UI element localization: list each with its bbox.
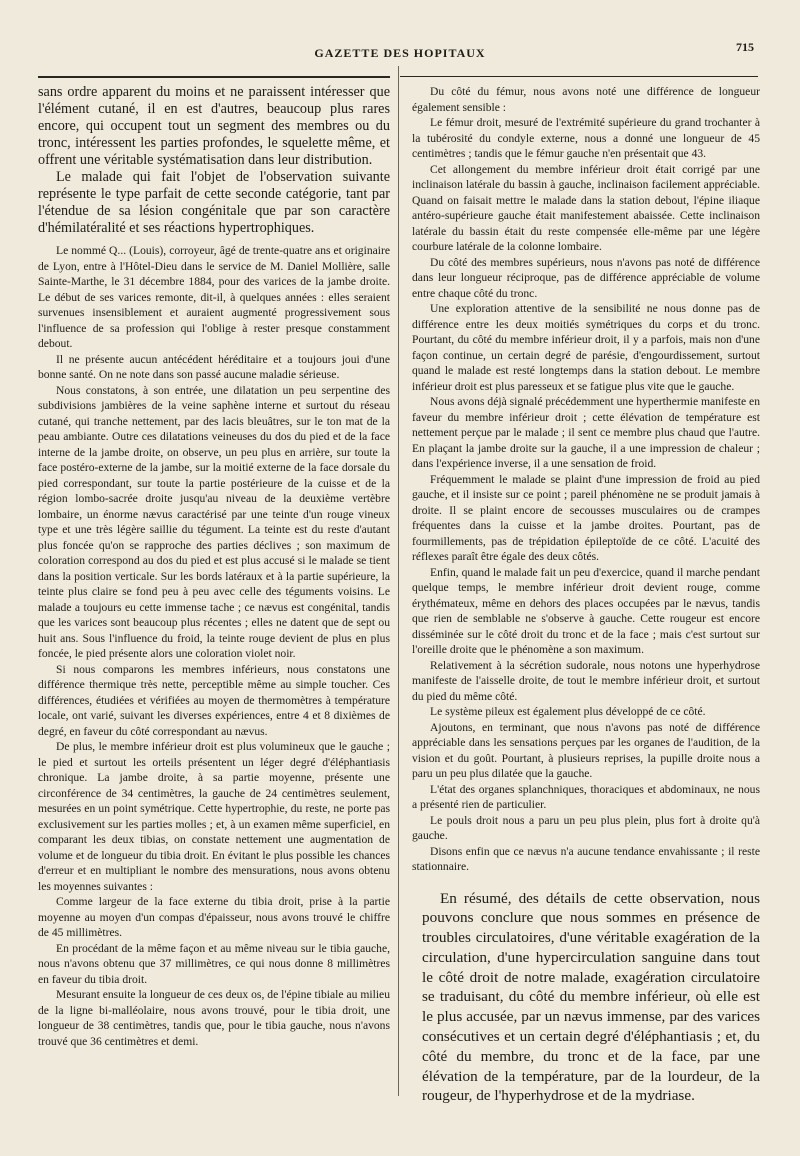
observation-paragraph: Du côté des membres supérieurs, nous n'avons pas noté de différence dans leur longueur réciproque, pas de différence appréciable de volume entre chaque côté du tronc. <box>412 255 760 300</box>
observation-paragraph: Ajoutons, en terminant, que nous n'avons pas noté de différence appréciable dans les sensations perçues par les organes de l'audition, de la vision et du goût. Pourtant, à plusieurs reprises, la pupille droite nous a paru un peu plus dilatée que la gauche. <box>412 720 760 780</box>
observation-paragraph: Comme largeur de la face externe du tibia droit, prise à la partie moyenne au moyen d'un compas d'épaisseur, nous avons trouvé le chiffre de 45 millimètres. <box>38 895 390 939</box>
observation-paragraph: Le système pileux est également plus développé de ce côté. <box>430 705 706 718</box>
observation-paragraph: Fréquemment le malade se plaint d'une impression de froid au pied gauche, et il insiste sur ce point ; pareil phénomène ne se produit jamais à droite. Il se plaint encore de secousses musculaires ou de crampes fréquentes dans la cuisse et la jambe droites. Pourtant, pas de fourmillements, pas de trépidation épileptoïde de ce côté. L'acuité des réflexes paraît être égale des deux côtés. <box>412 472 760 563</box>
running-title: GAZETTE DES HOPITAUX <box>314 46 486 60</box>
observation-paragraph: Le nommé Q... (Louis), corroyeur, âgé de trente-quatre ans et originaire de Lyon, entre à l'Hôtel-Dieu dans le service de M. Daniel Mollière, salle Sainte-Marthe, le 31 décembre 1884, pour des varices de la jambe droite. Le début de ses varices remonte, dit-il, à quelques années : elles seraient survenues insensiblement et auraient augmenté progressivement sous l'influence de sa profession qui l'oblige à rester presque constamment debout. <box>38 244 390 350</box>
observation-paragraph: Nous constatons, à son entrée, une dilatation un peu serpentine des subdivisions jambières de la veine saphène interne et surtout du réseau cutané, qui tranche nettement, par des lacis bleuâtres, sur le ton mat de la peau ambiante. Outre ces dilatations veineuses du dos du pied et de la face interne de la jambe droite, on observe, un peu plus en arrière, sur toute la face postéro-externe de la jambe, sur la moitié externe de la face dorsale du pied correspondant, sur toute la partie postérieure de la cuisse et de la région lombo-sacrée droite jusqu'au niveau de la deuxième vertèbre lombaire, un énorme nævus caractérisé par une teinte d'un rouge vineux type et une très légère saillie du tégument. La teinte est du reste d'autant plus foncée qu'on se rapproche des parties déclives ; son maximum de coloration correspond au dos du pied et est plus accusé si le malade se tient dans la position verticale. Sur les bords latéraux et à la partie supérieure, la teinte plus claire se fond peu à peu avec celle des téguments voisins. Le malade a toujours eu cette immense tache ; ce nævus est congénital, tandis que les varices sont beaucoup plus récentes ; elles ne datent que de sept ou huit ans. Sous l'influence du froid, la teinte rouge devient de plus en plus foncée, le pied présente alors une coloration violet noir. <box>38 383 390 660</box>
intro-paragraph: Le malade qui fait l'objet de l'observation suivante représente le type parfait de cette seconde catégorie, tant par l'étendue de sa lésion congénitale que par son caractère d'hémilatéralité et ses réactions hypertrophiques. <box>38 169 390 236</box>
observation-paragraph: Le fémur droit, mesuré de l'extrémité supérieure du grand trochanter à la tubérosité du condyle externe, nous a donné une longueur de 45 centimètres ; tandis que le fémur gauche n'en présentait que 43. <box>412 116 760 160</box>
conclusion-paragraph: En résumé, des détails de cette observation, nous pouvons conclure que nous sommes en présence de troubles circulatoires, d'une véritable exagération de la circulation, d'une hypercirculation sanguine dans tout le côté droit de notre malade, exagération circulatoire se traduisant, du côté du membre inférieur, où elle est le plus accusée, par un nævus immense, par des varices consécutives et un certain degré d'éléphantiasis ; et, du côté du membre, du tronc et de la face, par une élévation de la température, par de la lourdeur, de la rougeur, de l'hyperhydrose et de la mydriase. <box>422 889 760 1105</box>
observation-paragraph: Il ne présente aucun antécédent héréditaire et a toujours joui d'une bonne santé. On ne note dans son passé aucune maladie sérieuse. <box>38 352 390 381</box>
observation-paragraph: Si nous comparons les membres inférieurs, nous constatons une différence thermique très nette, perceptible même au simple toucher. Ces différences, étudiées et vérifiées au moyen de thermomètres à température locale, ont varié, suivant les diverses expériences, entre 4 et 8 dixièmes de degré, en faveur du côté correspondant au nævus. <box>38 662 390 738</box>
intro-paragraph: sans ordre apparent du moins et ne paraissent intéresser que l'élément cutané, il en est d'autres, beaucoup plus rares encore, qui occupent tout un segment des membres ou du tronc, intéressent les parties profondes, le squelette même, et offrent une véritable systématisation dans leur distribution. <box>38 84 390 168</box>
header-rule-right <box>400 76 758 77</box>
observation-paragraph: En procédant de la même façon et au même niveau sur le tibia gauche, nous n'avons obtenu que 37 millimètres, ce qui nous donne 8 millimètres en faveur du tibia droit. <box>38 941 390 986</box>
observation-paragraph: Enfin, quand le malade fait un peu d'exercice, quand il marche pendant quelque temps, le membre inférieur droit devient rouge, comme érythémateux, même en dehors des places occupées par le nævus, tandis que rien de semblable ne s'observe à gauche. Cette rougeur est encore disséminée sur le côté droit du tronc et de la face ; mais c'est surtout sur l'oreille droite que le phénomène a son maximum. <box>412 565 760 656</box>
header-rule-left <box>38 76 390 78</box>
column-separator <box>398 66 399 1096</box>
observation-paragraph: Relativement à la sécrétion sudorale, nous notons une hyperhydrose manifeste de l'aisselle droite, de tout le membre inférieur droit, et surtout du pied du même côté. <box>412 658 760 703</box>
right-column <box>412 84 760 1106</box>
observation-paragraph: Disons enfin que ce nævus n'a aucune tendance envahissante ; il reste stationnaire. <box>412 844 760 873</box>
observation-paragraph: Nous avons déjà signalé précédemment une hyperthermie manifeste en faveur du membre inférieur droit ; cette élévation de température est nettement perçue par le malade ; il sent ce membre plus chaud que l'autre. En plaçant la jambe droite sur la gauche, il a une impression de chaleur ; dans l'expérience inverse, il a une sensation de froid. <box>412 395 760 470</box>
observation-paragraph: Une exploration attentive de la sensibilité ne nous donne pas de différence entre les deux moitiés symétriques du corps et du tronc. Pourtant, du côté du membre inférieur droit, il y a parfois, mais non d'une façon continue, un certain degré de parésie, d'engourdissement, surtout quand le malade est resté longtemps dans la station debout. Le membre inférieur droit est plus paresseux et se fatigue plus vite que le gauche. <box>412 302 760 393</box>
observation-paragraph: De plus, le membre inférieur droit est plus volumineux que le gauche ; le pied et surtout les orteils présentent un léger degré d'éléphantiasis chronique. La jambe droite, à sa partie moyenne, présente une circonférence de 34 centimètres, la gauche de 24 centimètres seulement, mesurées en un point symétrique. Cette hypertrophie, du reste, ne porte pas exclusivement sur les parties molles ; et, à un examen même superficiel, en comparant les deux tibias, on constate nettement une augmentation de volume et de longueur du tibia droit. En évitant le plus possible les chances d'erreur et en multipliant le nombre des mensurations, nous avons obtenu les moyennes suivantes : <box>38 740 390 893</box>
observation-paragraph: Cet allongement du membre inférieur droit était corrigé par une inclinaison latérale du bassin à gauche, inclinaison facilement appréciable. Quand on faisait mettre le malade dans la station debout, l'épine iliaque antéro-supérieure gauche était manifestement abaissée. Cette inclinaison latérale du bassin était du reste compensée elle-même par une légère courbure latérale de la colonne lombaire. <box>412 162 760 253</box>
observation-paragraph: Du côté du fémur, nous avons noté une différence de longueur également sensible : <box>412 85 760 114</box>
observation-paragraph: L'état des organes splanchniques, thoraciques et abdominaux, ne nous a présenté rien de particulier. <box>412 782 760 811</box>
page-number: 715 <box>736 40 754 54</box>
observation-paragraph: Le pouls droit nous a paru un peu plus plein, plus fort à droite qu'à gauche. <box>412 813 760 842</box>
left-column <box>38 84 390 1049</box>
observation-paragraph: Mesurant ensuite la longueur de ces deux os, de l'épine tibiale au milieu de la ligne bi-malléolaire, nous avons trouvé, pour le tibia droit, une longueur de 38 centimètres, tandis que, pour le tibia gauche, nous n'avons trouvé que 36 centimètres et demi. <box>38 988 390 1048</box>
